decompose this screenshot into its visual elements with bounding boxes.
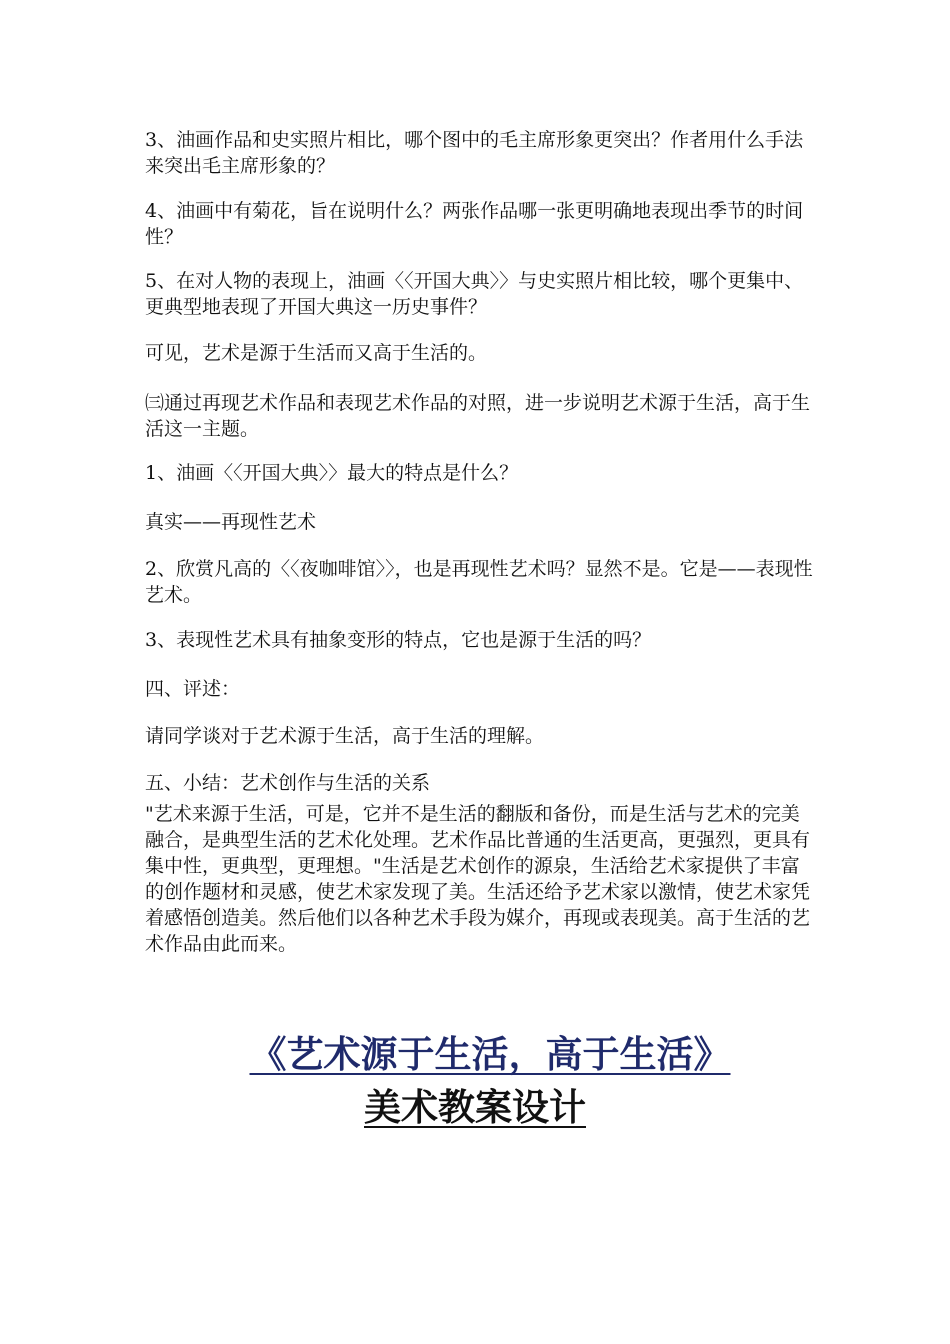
question-4-paragraph: 4、油画中有菊花，旨在说明什么？两张作品哪一张更明确地表现出季节的时间性？ [145, 200, 804, 248]
realism-answer-paragraph: 真实——再现性艺术 [145, 511, 317, 533]
item-2-paragraph: 2、欣赏凡高的〈〈夜咖啡馆〉〉，也是再现性艺术吗？显然不是。它是——表现性艺术。 [145, 558, 813, 606]
document-title-line-2: 美术教案设计 [364, 1086, 586, 1129]
section-5-heading: 五、小结：艺术创作与生活的关系 [145, 772, 431, 794]
question-3-paragraph: 3、油画作品和史实照片相比，哪个图中的毛主席形象更突出？作者用什么手法来突出毛主席形象的？ [145, 129, 804, 177]
conclusion-paragraph: 可见，艺术是源于生活而又高于生活的。 [145, 342, 488, 364]
document-title-line-1: 《艺术源于生活，高于生活》 [249, 1033, 731, 1076]
summary-paragraph: "艺术来源于生活，可是，它并不是生活的翻版和备份，而是生活与艺术的完美融合，是典型生活的艺术化处理。艺术作品比普通的生活更高，更强烈，更具有集中性，更典型，更理想。"生活是艺术创作的源泉，生活给艺术家提供了丰富的创作题材和灵感，使艺术家发现了美。生活还给予艺术家以激情，使艺术家凭着感悟创造美。然后他们以各种艺术手段为媒介，再现或表现美。高于生活的艺术作品由此而来。 [145, 803, 811, 955]
discussion-paragraph: 请同学谈对于艺术源于生活，高于生活的理解。 [145, 725, 545, 747]
question-5-paragraph: 5、在对人物的表现上，油画〈〈开国大典〉〉与史实照片相比较，哪个更集中、更典型地表现了开国大典这一历史事件？ [145, 270, 804, 318]
item-1-paragraph: 1、油画〈〈开国大典〉〉最大的特点是什么？ [145, 462, 519, 484]
section-3-intro-paragraph: ㈢通过再现艺术作品和表现艺术作品的对照，进一步说明艺术源于生活，高于生活这一主题。 [145, 392, 811, 440]
item-3-paragraph: 3、表现性艺术具有抽象变形的特点，它也是源于生活的吗？ [145, 629, 652, 651]
section-4-heading: 四、评述： [145, 678, 241, 700]
